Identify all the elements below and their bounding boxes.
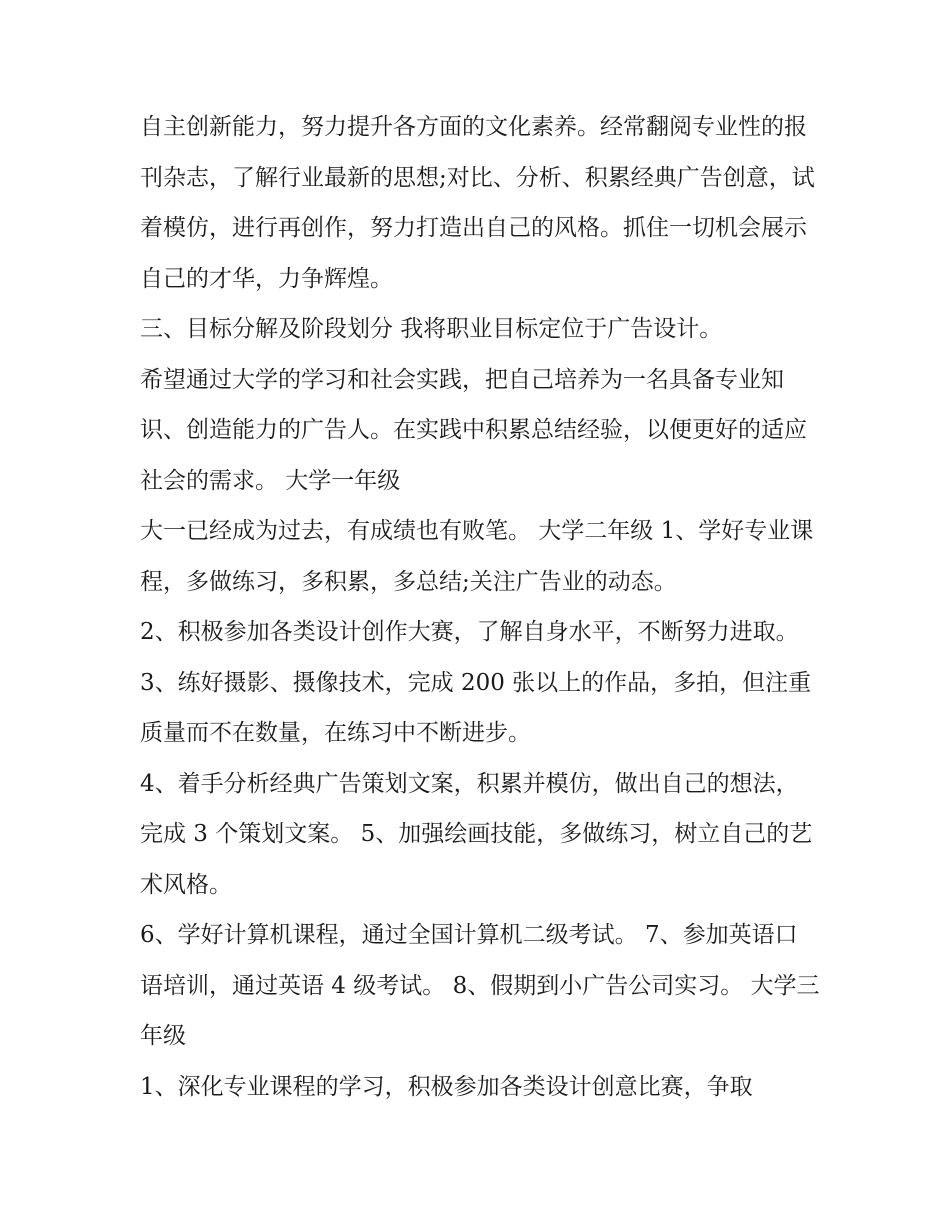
paragraph-2: 三、目标分解及阶段划分 我将职业目标定位于广告设计。: [140, 316, 723, 342]
paragraph-6: 4、着手分析经典广告策划文案，积累并模仿，做出自己的想法，完成 3 个策划文案。 5、加强绘画技能，多做练习，树立自己的艺术风格。: [140, 770, 813, 898]
paragraph-4: 大一已经成为过去，有成绩也有败笔。 大学二年级 1、学好专业课程，多做练习，多积累，多总结;关注广告业的动态。: [140, 518, 814, 595]
paragraph-5: 2、积极参加各类设计创作大赛，了解自身水平，不断努力进取。 3、练好摄影、摄像技术，完成 200 张以上的作品，多拍，但注重质量而不在数量，在练习中不断进步。: [140, 619, 812, 746]
paragraph-3: 希望通过大学的学习和社会实践，把自己培养为一名具备专业知识、创造能力的广告人。在实践中积累总结经验，以便更好的适应社会的需求。 大学一年级: [140, 366, 807, 494]
paragraph-1: 自主创新能力，努力提升各方面的文化素养。经常翻阅专业性的报刊杂志，了解行业最新的思想;对比、分析、积累经典广告创意，试着模仿，进行再创作，努力打造出自己的风格。抓住一切机会展示自己的才华，力争辉煌。: [140, 114, 815, 292]
document-body: [140, 102, 820, 1112]
paragraph-7: 6、学好计算机课程，通过全国计算机二级考试。 7、参加英语口语培训，通过英语 4 级考试。 8、假期到小广告公司实习。 大学三年级: [140, 922, 820, 1049]
paragraph-8: 1、深化专业课程的学习，积极参加各类设计创意比赛，争取: [140, 1073, 753, 1100]
